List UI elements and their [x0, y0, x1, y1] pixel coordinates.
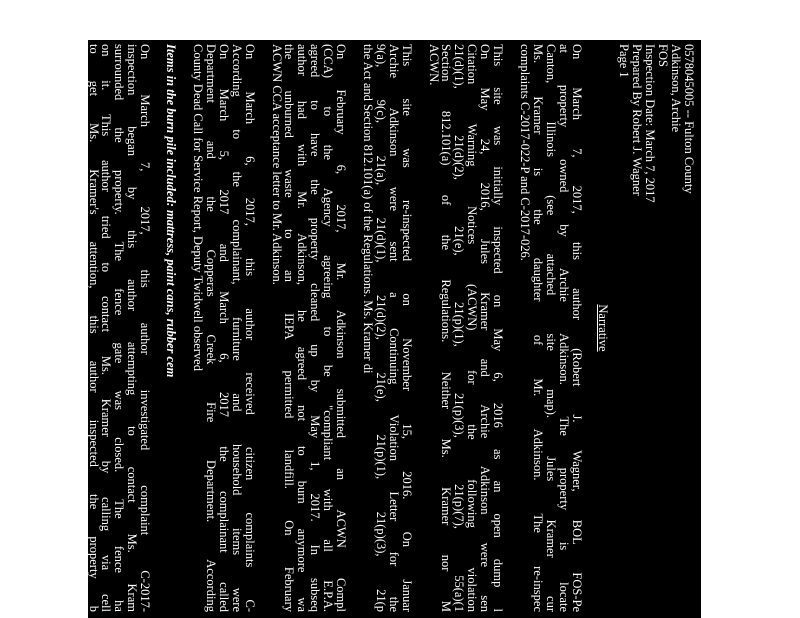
paragraph-line: On February 6, 2017, Mr. Adkinson submitted an ACWN Compl — [334, 44, 349, 612]
paragraph-line: the Act and Section 812.101(a) of the Regulations. Ms. Kramer di — [360, 44, 375, 374]
paragraph-line: agreed to have the property cleaned up by May 1, 2017. In subseq — [308, 44, 323, 612]
paragraph — [270, 44, 347, 612]
paragraph-line: County Dead Call for Service Report, Deputy Twidwell observed — [191, 44, 205, 371]
paragraph-line: On March 6, 2017, this author received citizen complaints C- — [242, 44, 257, 612]
paragraph-line: to get Ms. Kramer's attention, this author inspected the property b — [86, 44, 101, 612]
paragraph-line: on it. This author tried to contact Ms. Kramer by calling via cell — [99, 44, 114, 612]
narrative-title: Narrative — [595, 304, 610, 352]
paragraph-line: Section 812.101(a) of the Regulations. Neither Ms. Kramer nor M — [439, 44, 454, 612]
header-line: Prepared By Robert J. Wagner — [630, 44, 645, 196]
paragraph-line: author had with Mr. Adkinson, he agreed not to burn anymore wa — [295, 44, 310, 612]
paragraph-line: Department and the Copperas Creek Fire Department. According — [203, 44, 218, 612]
paragraph-line: ACWN. — [426, 44, 441, 86]
paragraph-line: inspection began by this author attempting to contact Ms. Kram — [125, 44, 140, 612]
header-line: Adkinson, Archie — [669, 44, 684, 133]
paragraph — [191, 44, 256, 612]
paragraph-line: This site was initially inspected on May 6, 2016 as an open dump l — [491, 44, 506, 612]
paragraph-line: According to the complainant, furniture and household items were — [229, 44, 244, 612]
header-line: 0578045005 -- Fulton County — [682, 44, 696, 194]
paragraph-line: while staying on the adjoining property. See attached site sketch. — [73, 44, 88, 368]
paragraph-line: Canton, Illinois (see attached site map). Jules Kramer cur — [543, 44, 558, 612]
paragraph-line: complaints C-2017-022-P and C-2017-026. — [518, 44, 533, 261]
paragraph — [518, 44, 583, 612]
paragraph-line: On March 5, 2017 and March 6, 2017 the complainant called — [216, 44, 231, 612]
paragraph-line: Archie Adkinson were sent a Continuing Violation Letter for the — [386, 44, 401, 612]
scanned-document — [73, 40, 701, 618]
paragraph-line: 21(d)(1), 21(d)(2), 21(e), 21(p)(1), 21(p)(3), 21(p)(7), 55(a)(1 — [452, 44, 467, 612]
header-line: Page 1 — [617, 44, 632, 78]
paragraph-line: Citation Warning Notices (ACWN) for the following violation — [465, 44, 480, 612]
burn-pile-items-heading: Items in the burn pile included: mattress, paint cans, rubber cem — [164, 44, 179, 378]
paragraph-line: the unburned waste to an IEPA permitted landfill. On February — [282, 44, 297, 612]
paragraph-line: Ms. Kramer is the daughter of Mr. Adkinson. The re-inspec — [530, 44, 545, 612]
paragraph — [427, 44, 504, 612]
paragraph-line: On March 7, 2017, this author (Robert J. Wagner, BOL FOS-Pe — [569, 44, 584, 612]
paragraph-line: ACWN CCA acceptance letter to Mr. Adkinson. — [269, 44, 284, 285]
paragraph — [74, 44, 151, 612]
paragraph-line: (CCA) to the Agency agreeing to be "compliant with all E.P.A. — [321, 44, 336, 612]
document-header — [618, 44, 695, 612]
paragraph-line: 9(a), 9(c), 21(a), 21(d)(1), 21(d)(2), 21(e), 21(p)(1), 21(p)(3), 21(p — [373, 44, 388, 612]
header-line: Inspection Date: March 7, 2017 — [643, 44, 658, 203]
paragraph — [361, 44, 413, 612]
paragraph-line: This site was re-inspected on November 15, 2016. On Januar — [399, 44, 414, 612]
paragraph-line: at property owned by Archie Adkinson. The property is locate — [556, 44, 571, 612]
paragraph-line: On March 7, 2017, this author investigated complaint C-2017- — [138, 44, 153, 612]
paragraph-line: surrounded the property. The fence gate was closed. The fence ha — [112, 44, 127, 612]
document-page — [73, 40, 701, 618]
header-line: FOS — [656, 44, 671, 67]
paragraph-line: On May 24, 2016, Jules Kramer and Archie Adkinson were sen — [478, 44, 493, 612]
